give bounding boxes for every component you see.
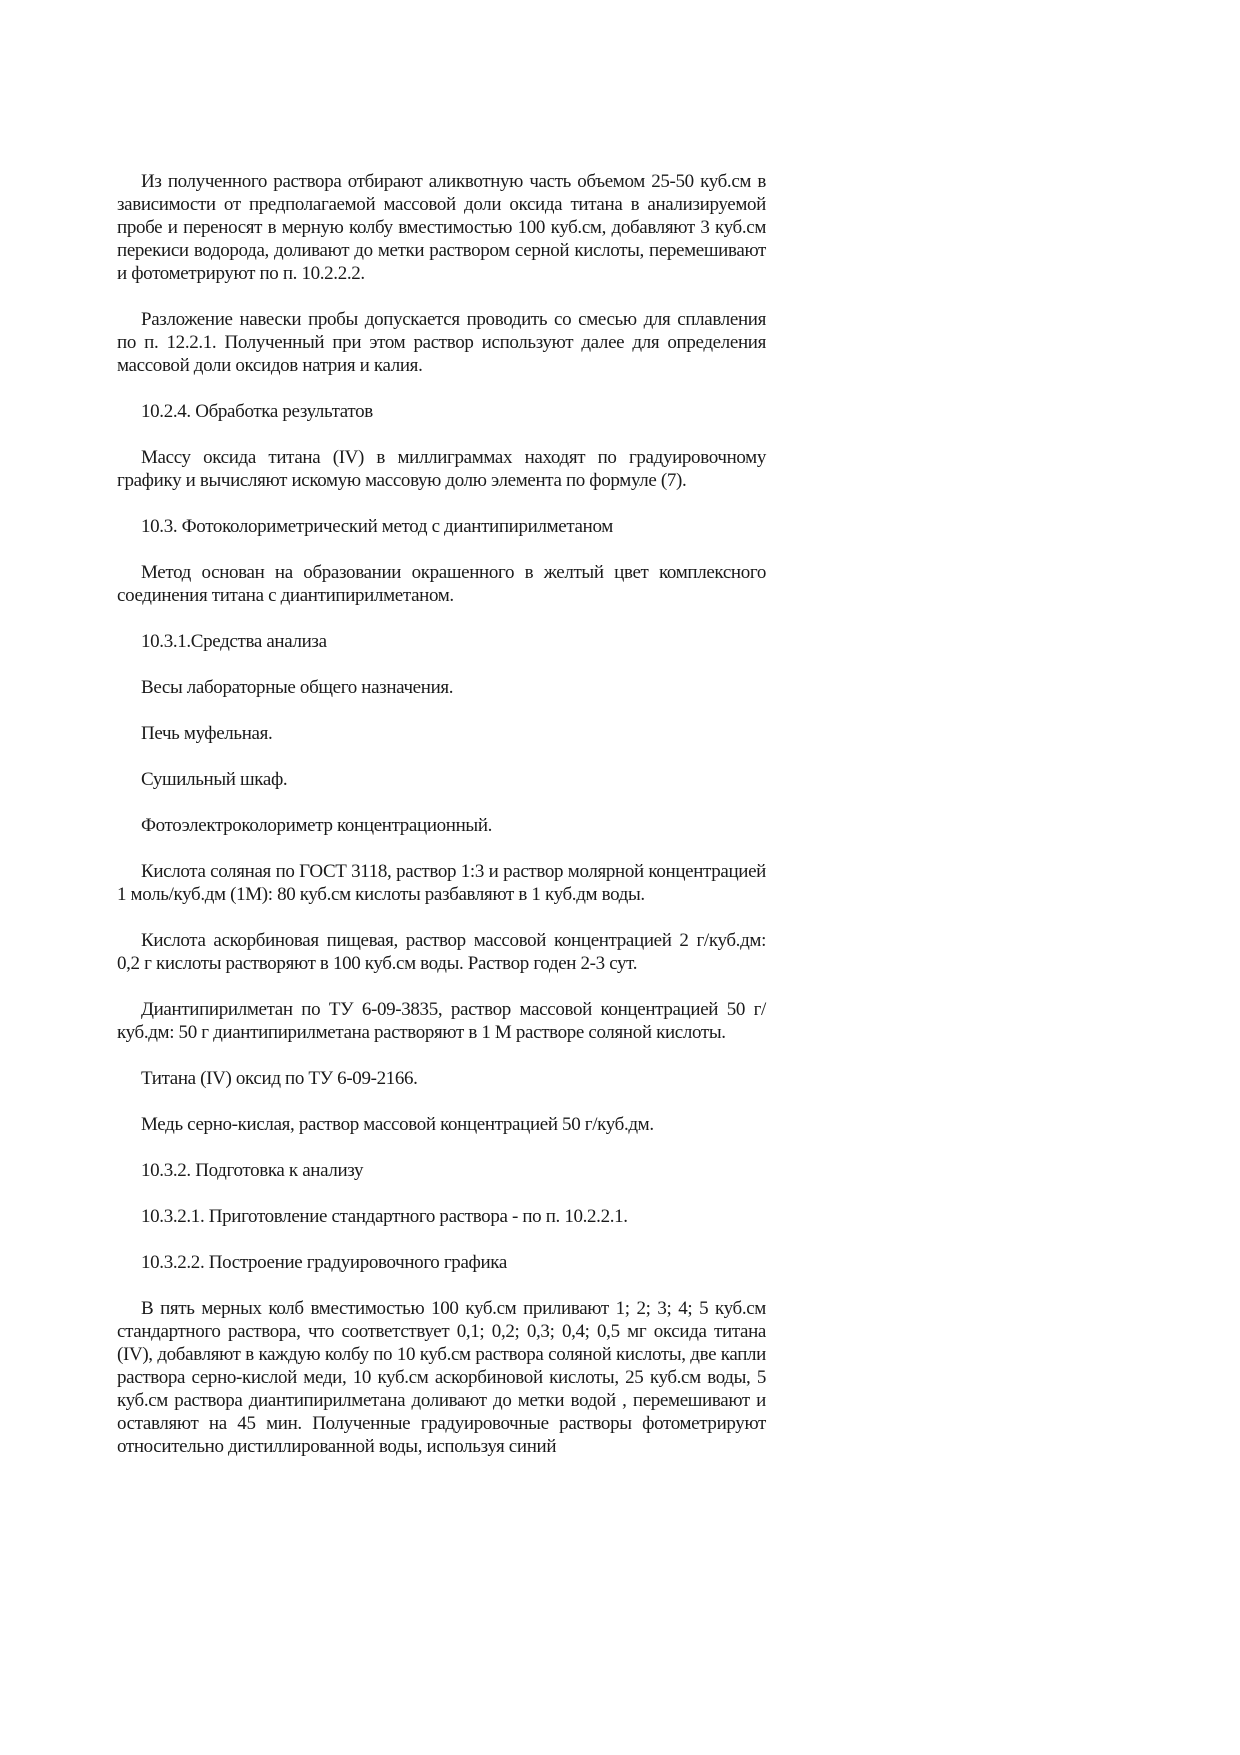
section-heading-10-3-2-2: 10.3.2.2. Построение градуировочного графика xyxy=(141,1252,507,1273)
paragraph-mass-calc: Массу оксида титана (IV) в миллиграммах находят по градуировочному графику и вычисляют искомую массовую долю элемента по формуле (7). xyxy=(117,447,766,491)
equipment-item-scales: Весы лабораторные общего назначения. xyxy=(141,677,454,698)
reagent-titanium-oxide: Титана (IV) оксид по ТУ 6-09-2166. xyxy=(141,1068,418,1089)
paragraph-method-basis: Метод основан на образовании окрашенного в желтый цвет комплексного соединения титана с диантипирилметаном. xyxy=(117,562,766,606)
reagent-hydrochloric-acid: Кислота соляная по ГОСТ 3118, раствор 1:3 и раствор молярной концентрацией 1 моль/куб.дм (1М): 80 куб.см кислоты разбавляют в 1 куб.дм воды. xyxy=(117,861,766,905)
section-heading-10-3-2-1: 10.3.2.1. Приготовление стандартного раствора - по п. 10.2.2.1. xyxy=(141,1206,628,1227)
section-heading-10-3-2: 10.3.2. Подготовка к анализу xyxy=(141,1160,364,1181)
reagent-ascorbic-acid: Кислота аскорбиновая пищевая, раствор массовой концентрацией 2 г/куб.дм: 0,2 г кислоты растворяют в 100 куб.см воды. Раствор годен 2-3 сут. xyxy=(117,930,766,974)
equipment-item-photocolorimeter: Фотоэлектроколориметр концентрационный. xyxy=(141,815,493,836)
document-page xyxy=(117,170,766,1481)
reagent-copper-sulfate: Медь серно-кислая, раствор массовой концентрацией 50 г/куб.дм. xyxy=(141,1114,654,1135)
equipment-item-drying-cabinet: Сушильный шкаф. xyxy=(141,769,288,790)
reagent-diantipyrylmethane: Диантипирилметан по ТУ 6-09-3835, раствор массовой концентрацией 50 г/куб.дм: 50 г диантипирилметана растворяют в 1 М растворе соляной кислоты. xyxy=(117,999,766,1043)
equipment-item-furnace: Печь муфельная. xyxy=(141,723,273,744)
section-heading-10-3-1: 10.3.1.Средства анализа xyxy=(141,631,327,652)
section-heading-10-3: 10.3. Фотоколориметрический метод с диантипирилметаном xyxy=(141,516,613,537)
section-heading-10-2-4: 10.2.4. Обработка результатов xyxy=(141,401,373,422)
paragraph-calibration-procedure: В пять мерных колб вместимостью 100 куб.см приливают 1; 2; 3; 4; 5 куб.см стандартного раствора, что соответствует 0,1; 0,2; 0,3; 0,4; 0,5 мг оксида титана (IV), добавляют в каждую колбу по 10 куб.см раствора соляной кислоты, две капли раствора серно-кислой меди, 10 куб.см аскорбиновой кислоты, 25 куб.см воды, 5 куб.см раствора диантипирилметана доливают до метки водой , перемешивают и оставляют на 45 мин. Полученные градуировочные растворы фотометрируют относительно дистиллированной воды, используя синий xyxy=(117,1298,766,1457)
paragraph-aliquot: Из полученного раствора отбирают аликвотную часть объемом 25-50 куб.см в зависимости от предполагаемой массовой доли оксида титана в анализируемой пробе и переносят в мерную колбу вместимостью 100 куб.см, добавляют 3 куб.см перекиси водорода, доливают до метки раствором серной кислоты, перемешивают и фотометрируют по п. 10.2.2.2. xyxy=(117,171,766,284)
paragraph-decomposition: Разложение навески пробы допускается проводить со смесью для сплавления по п. 12.2.1. Полученный при этом раствор используют далее для определения массовой доли оксидов натрия и калия. xyxy=(117,309,766,376)
